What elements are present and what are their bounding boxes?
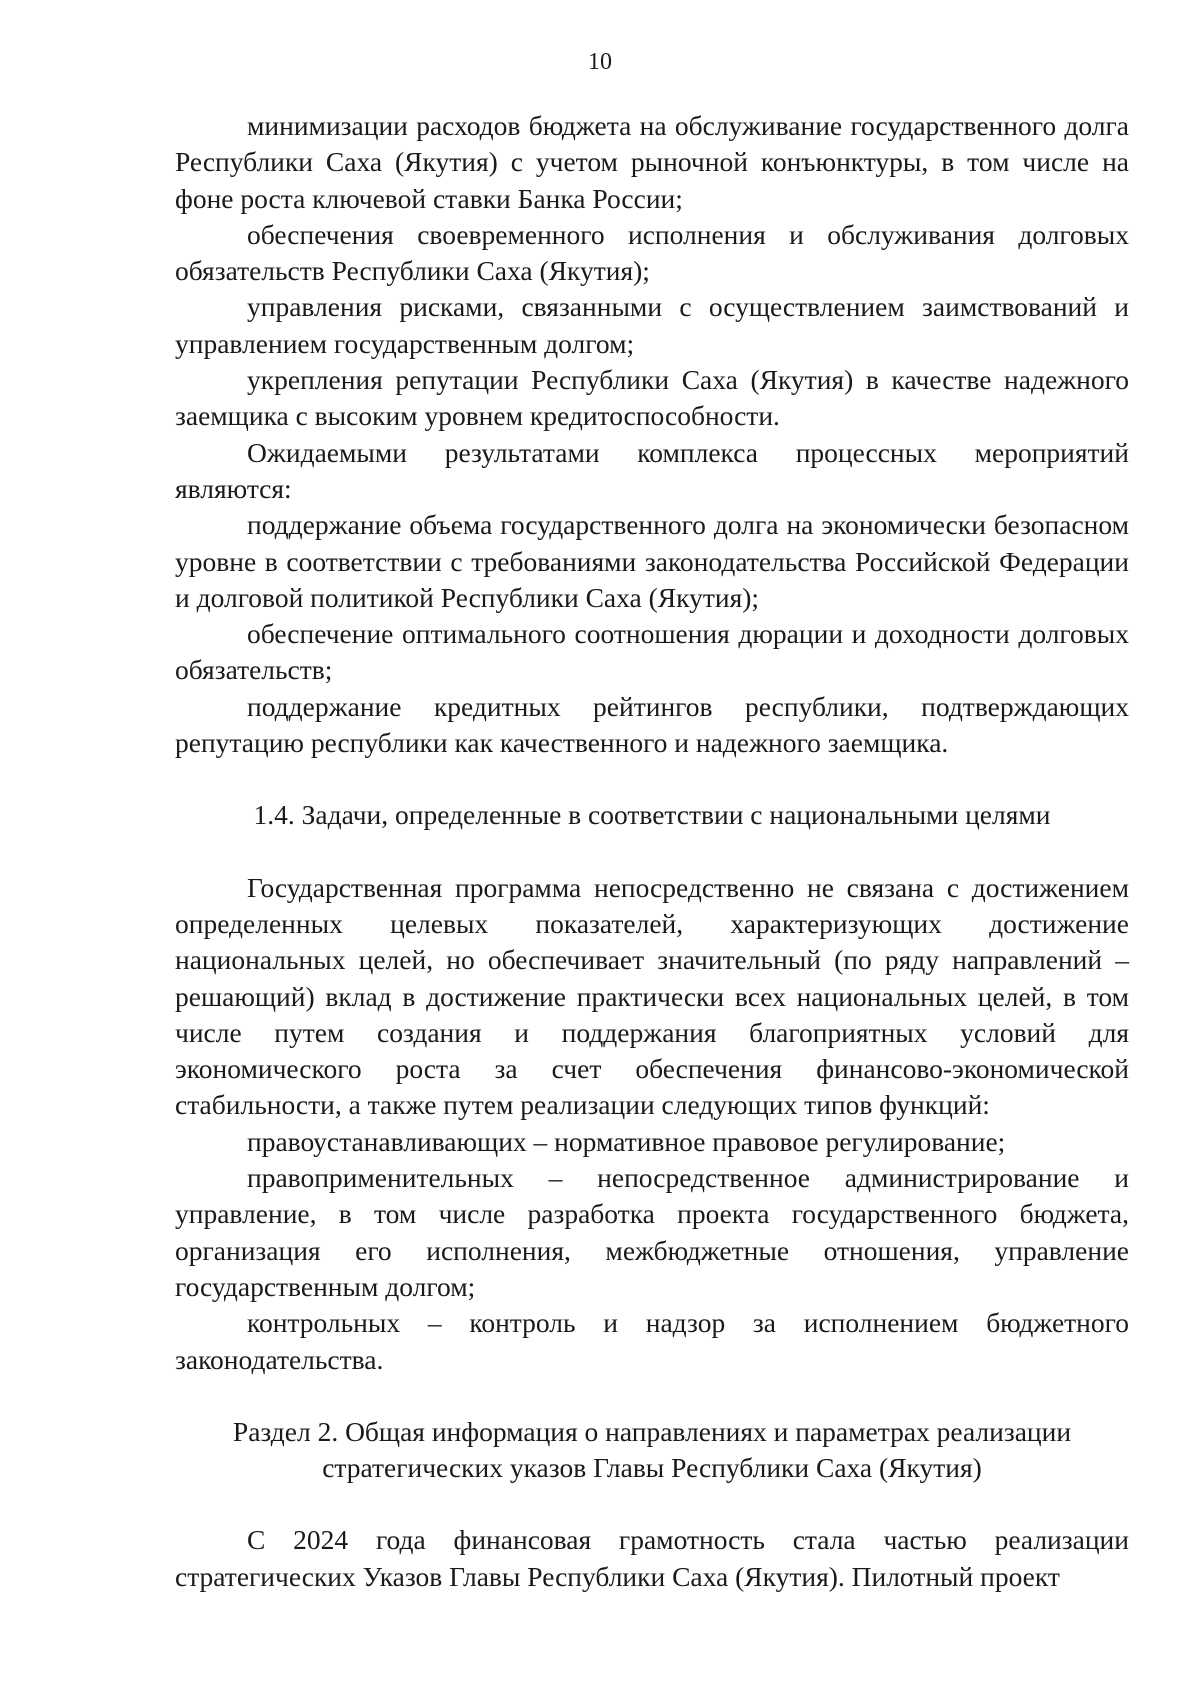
paragraph: правоприменительных – непосредственное администрирование и управление, в том числе разработка проекта государственного бюджета, организация его исполнения, межбюджетные отношения, управление государственным долгом;	[175, 1162, 1129, 1302]
page-number: 10	[588, 49, 612, 75]
section-heading-1-4: 1.4. Задачи, определенные в соответствии с национальными целями	[253, 799, 1051, 831]
paragraph: контрольных – контроль и надзор за исполнением бюджетного законодательства.	[175, 1307, 1129, 1375]
paragraph: правоустанавливающих – нормативное правовое регулирование;	[247, 1125, 1006, 1157]
paragraph: обеспечение оптимального соотношения дюрации и доходности долговых обязательств;	[175, 618, 1129, 686]
paragraph: поддержание объема государственного долга на экономически безопасном уровне в соответствии с требованиями законодательства Российской Федерации и долговой политикой Республики Саха (Якутия);	[175, 509, 1129, 613]
paragraph: минимизации расходов бюджета на обслуживание государственного долга Республики Саха (Якутия) с учетом рыночной конъюнктуры, в том числе на фоне роста ключевой ставки Банка России;	[175, 110, 1129, 214]
section-heading-2	[175, 1414, 1129, 1487]
paragraph: укрепления репутации Республики Саха (Якутия) в качестве надежного заемщика с высоким уровнем кредитоспособности.	[175, 364, 1129, 432]
paragraph: обеспечения своевременного исполнения и обслуживания долговых обязательств Республики Саха (Якутия);	[175, 218, 1129, 287]
paragraph: Государственная программа непосредственно не связана с достижением определенных целевых показателей, характеризующих достижение национальных целей, но обеспечивает значительный (по ряду направлений – решающий) вклад в достижение практически всех национальных целей, в том числе путем создания и поддержания благоприятных условий для экономического роста за счет обеспечения финансово-экономической стабильности, а также путем реализации следующих типов функций:	[175, 871, 1129, 1121]
section-heading-2-line1: Раздел 2. Общая информация о направлениях и параметрах реализации	[232, 1415, 1072, 1447]
section-heading-2-line2: стратегических указов Главы Республики Саха (Якутия)	[322, 1452, 982, 1484]
section-2-body	[175, 1522, 1129, 1595]
section-1-4-body	[175, 870, 1129, 1378]
paragraph: управления рисками, связанными с осуществлением заимствований и управлением государственным долгом;	[175, 291, 1129, 359]
paragraph: Ожидаемыми результатами комплекса процессных мероприятий являются:	[175, 436, 1129, 504]
paragraph: поддержание кредитных рейтингов республики, подтверждающих репутацию республики как качественного и надежного заемщика.	[175, 690, 1129, 759]
paragraph: С 2024 года финансовая грамотность стала частью реализации стратегических Указов Главы Республики Саха (Якутия). Пилотный проект	[175, 1524, 1129, 1592]
document-body	[175, 108, 1129, 1595]
